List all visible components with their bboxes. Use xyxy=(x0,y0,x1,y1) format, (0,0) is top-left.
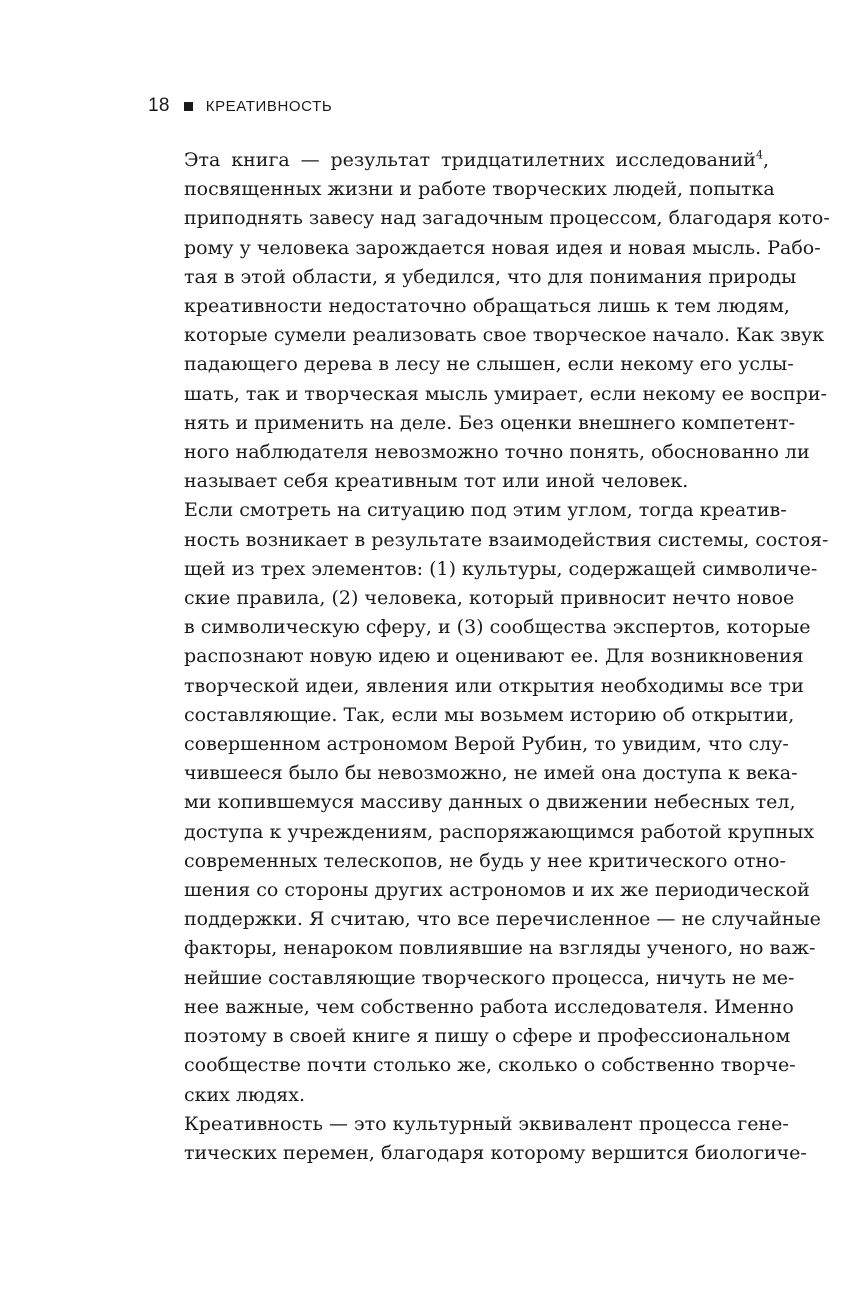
text-line: падающего дерева в лесу не слышен, если некому его услы- xyxy=(184,353,794,376)
text-line: шать, так и творческая мысль умирает, если некому ее воспри- xyxy=(184,382,827,405)
text-line: поддержки. Я считаю, что все перечисленное — не случайные xyxy=(184,908,821,931)
text-line: нее важные, чем собственно работа исследователя. Именно xyxy=(184,995,794,1018)
text-line: распознают новую идею и оценивают ее. Для возникновения xyxy=(184,645,804,668)
text-line: щей из трех элементов: (1) культуры, содержащей символиче- xyxy=(184,557,818,580)
text-line: Если смотреть на ситуацию под этим углом, тогда креатив- xyxy=(184,499,787,522)
paragraph xyxy=(148,146,830,496)
text-line: креативности недостаточно обращаться лишь к тем людям, xyxy=(184,295,790,318)
text-line: Эта книга — результат тридцатилетних исследований$^4$, xyxy=(184,148,769,171)
text-line: ми копившемуся массиву данных о движении небесных тел, xyxy=(184,791,796,814)
body-text xyxy=(148,146,830,1168)
text-line: составляющие. Так, если мы возьмем историю об открытии, xyxy=(184,703,795,726)
chapter-title: КРЕАТИВНОСТЬ xyxy=(205,97,333,115)
footnote-marker: 4 xyxy=(755,148,763,162)
text-line: называет себя креативным тот или иной человек. xyxy=(184,470,689,493)
text-line: посвященных жизни и работе творческих людей, попытка xyxy=(184,178,775,201)
text-line: шения со стороны других астрономов и их же периодической xyxy=(184,879,810,902)
text-line: тических перемен, благодаря которому вершится биологиче- xyxy=(184,1141,807,1164)
text-line: сообществе почти столько же, сколько о собственно творче- xyxy=(184,1054,796,1077)
separator-square-icon xyxy=(184,102,193,111)
running-header xyxy=(148,95,332,117)
text-line: творческой идеи, явления или открытия необходимы все три xyxy=(184,674,804,697)
text-line: доступа к учреждениям, распоряжающимся работой крупных xyxy=(184,820,815,843)
page-number: 18 xyxy=(148,95,170,116)
text-line: чившееся было бы невозможно, не имей она доступа к века- xyxy=(184,762,798,785)
paragraph xyxy=(148,1110,807,1168)
text-line: рому у человека зарождается новая идея и новая мысль. Рабо- xyxy=(184,236,821,259)
text-line: в символическую сферу, и (3) сообщества экспертов, которые xyxy=(184,616,811,639)
text-line: ские правила, (2) человека, который привносит нечто новое xyxy=(184,587,795,610)
text-line: поэтому в своей книге я пишу о сфере и профессиональном xyxy=(184,1025,791,1048)
text-line: приподнять завесу над загадочным процессом, благодаря кото- xyxy=(184,207,830,230)
text-line: факторы, ненароком повлиявшие на взгляды ученого, но важ- xyxy=(184,937,816,960)
text-line: совершенном астрономом Верой Рубин, то увидим, что слу- xyxy=(184,733,789,756)
text-line: ских людях. xyxy=(184,1083,305,1106)
text-line: современных телескопов, не будь у нее критического отно- xyxy=(184,849,786,872)
text-line: Креативность — это культурный эквивалент процесса гене- xyxy=(184,1112,789,1135)
text-line: нейшие составляющие творческого процесса, ничуть не ме- xyxy=(184,966,795,989)
text-line: ность возникает в результате взаимодействия системы, состоя- xyxy=(184,528,829,551)
paragraph xyxy=(148,496,829,1109)
text-line: ного наблюдателя невозможно точно понять, обоснованно ли xyxy=(184,441,810,464)
text-line: которые сумели реализовать свое творческое начало. Как звук xyxy=(184,324,825,347)
text-line: тая в этой области, я убедился, что для понимания природы xyxy=(184,265,797,288)
text-line: нять и применить на деле. Без оценки внешнего компетент- xyxy=(184,411,796,434)
